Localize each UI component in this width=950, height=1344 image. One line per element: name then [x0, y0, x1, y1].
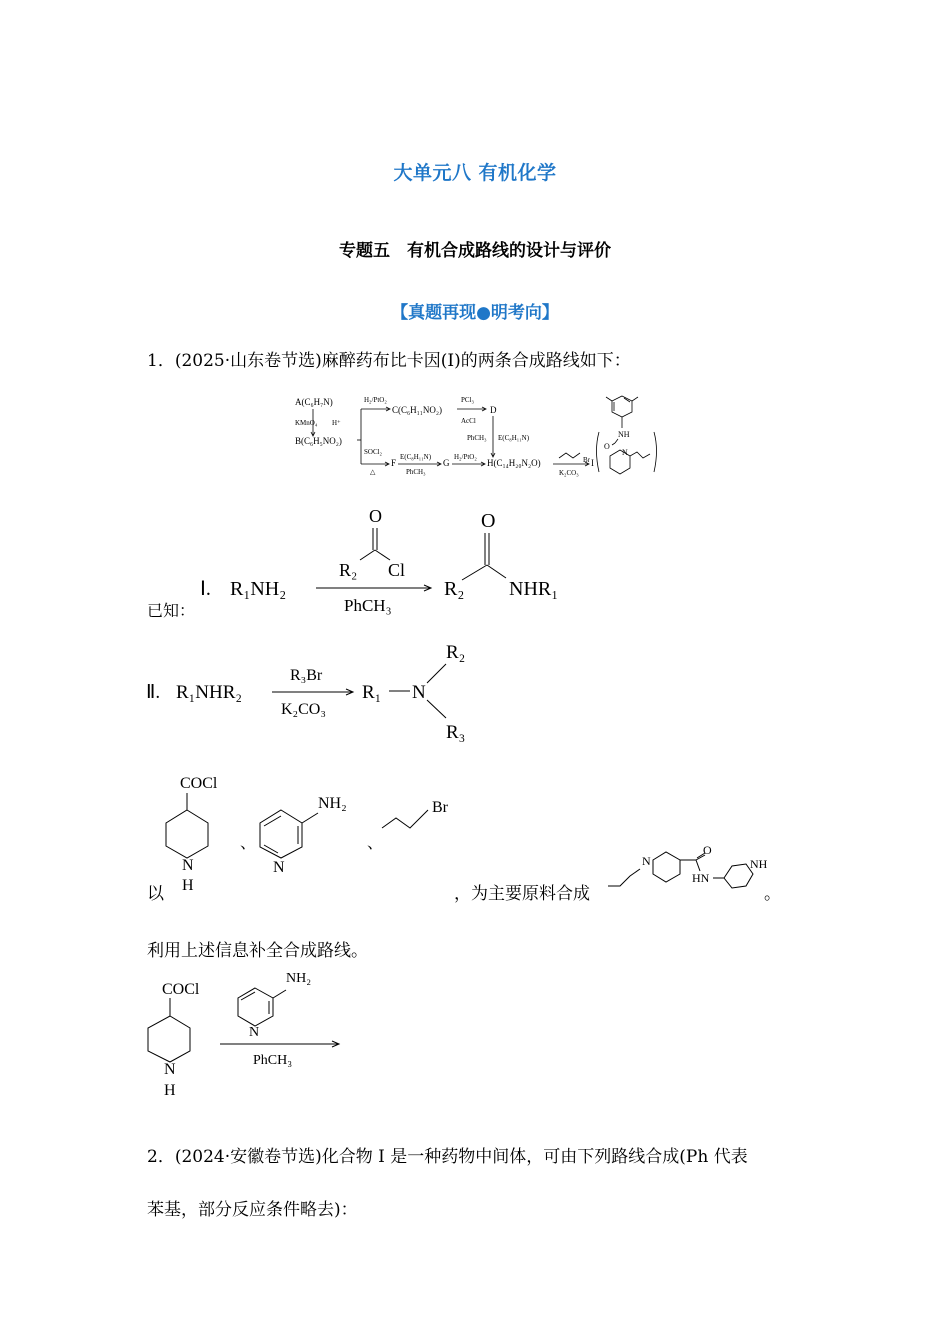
route-h: H	[164, 1082, 176, 1099]
scheme-socl2: SOCl₂	[364, 448, 383, 456]
scheme-phch3-mid: PhCH₃	[467, 434, 487, 442]
scheme-B: B(C₆H₅NO₂)	[295, 436, 342, 446]
question-1-stem: 1．(2025·山东卷节选)麻醉药布比卡因(I)的两条合成路线如下：	[147, 351, 631, 371]
known2-reagent-top: R₃Br	[290, 667, 323, 684]
scheme-D: D	[490, 405, 497, 415]
scheme-I-o: O	[604, 442, 610, 451]
known2-r1: R₁	[362, 682, 382, 703]
section-title: 【真题再现●明考向】	[391, 303, 559, 323]
scheme-I-n: N	[622, 448, 628, 457]
scheme-E-mid: E(C₈H₁₁N)	[498, 434, 530, 442]
target-hn: HN	[692, 871, 710, 885]
route-nh2: NH₂	[286, 971, 312, 986]
scheme-C: C(C₆H₁₁NO₂)	[392, 405, 443, 415]
scheme-F: F	[391, 458, 397, 468]
known2-reagent-bottom: K₂CO₃	[281, 701, 326, 718]
scheme-I: I	[591, 458, 594, 468]
known1-reactant: R₁NH₂	[230, 578, 287, 600]
starting-materials	[160, 770, 460, 900]
route-solvent: PhCH₃	[253, 1053, 293, 1068]
scheme-reagent-kmno4: KMnO₄	[295, 419, 318, 427]
topic-title: 专题五 有机合成路线的设计与评价	[339, 241, 611, 261]
instruction: 利用上述信息补全合成路线。	[147, 941, 368, 961]
materials-suffix: 。	[764, 884, 781, 904]
scheme-accl: AcCl	[461, 417, 476, 425]
known-reaction-1	[198, 500, 588, 620]
material2-nh2: NH₂	[318, 795, 347, 812]
materials-middle: ，为主要原料合成	[454, 884, 590, 904]
scheme-E-low: E(C₈H₁₁N)	[400, 453, 432, 461]
known1-product-r2: R₂	[444, 578, 465, 600]
known1-product-nhr: NHR₁	[509, 578, 559, 600]
scheme-delta: △	[370, 468, 376, 476]
material-sep-2: 、	[367, 835, 384, 852]
material3-br: Br	[432, 799, 448, 816]
route-cocl: COCl	[162, 981, 200, 998]
material2-n: N	[273, 859, 285, 876]
known1-reagent-cl: Cl	[388, 560, 406, 580]
scheme-G: G	[443, 458, 450, 468]
known1-roman: Ⅰ.	[200, 578, 211, 600]
scheme-br: Br	[583, 456, 590, 464]
scheme-phch3-low: PhCH₃	[406, 468, 426, 476]
route-n: N	[164, 1061, 176, 1078]
known2-roman: Ⅱ.	[146, 682, 161, 703]
known1-reagent-o: O	[369, 506, 382, 526]
scheme-I-nh: NH	[618, 430, 630, 439]
known2-r2: R₂	[446, 642, 466, 663]
known1-solvent: PhCH₃	[344, 596, 392, 615]
scheme-H: H(C₁₄H₂₀N₂O)	[487, 458, 541, 468]
target-n1: N	[642, 854, 651, 868]
scheme-pcl3: PCl₃	[461, 396, 474, 404]
material1-n: N	[182, 857, 194, 874]
scheme-reagent-h: H⁺	[332, 419, 341, 427]
material1-cocl: COCl	[180, 775, 218, 792]
route-to-complete	[128, 964, 368, 1104]
scheme-h2-low: H₂/PtO₂	[454, 453, 477, 461]
known-label: 已知：	[147, 601, 196, 620]
known1-reagent-r2: R₂	[339, 560, 358, 580]
question-2-line-2: 苯基，部分反应条件略去)：	[147, 1200, 358, 1220]
known-reaction-2	[144, 636, 484, 748]
known2-reactant: R₁NHR₂	[176, 682, 243, 703]
known1-product-o: O	[481, 510, 496, 532]
materials-prefix: 以	[147, 884, 164, 904]
scheme-h2-top: H₂/PtO₂	[364, 396, 387, 404]
scheme-A: A(C₆H₇N)	[295, 397, 333, 407]
unit-title: 大单元八 有机化学	[393, 162, 557, 184]
target-o: O	[703, 843, 712, 857]
route-pyr-n: N	[249, 1025, 260, 1040]
synthesis-scheme-figure	[285, 392, 665, 484]
material-sep-1: 、	[240, 835, 257, 852]
material1-h: H	[182, 877, 194, 894]
known2-n: N	[412, 682, 426, 703]
known2-r3: R₃	[446, 722, 466, 743]
question-2-line-1: 2．(2024·安徽卷节选)化合物 I 是一种药物中间体，可由下列路线合成(Ph 代表	[147, 1147, 748, 1167]
target-nh: NH	[750, 857, 768, 871]
target-molecule	[606, 838, 776, 898]
scheme-k2co3: K₂CO₃	[559, 469, 579, 477]
